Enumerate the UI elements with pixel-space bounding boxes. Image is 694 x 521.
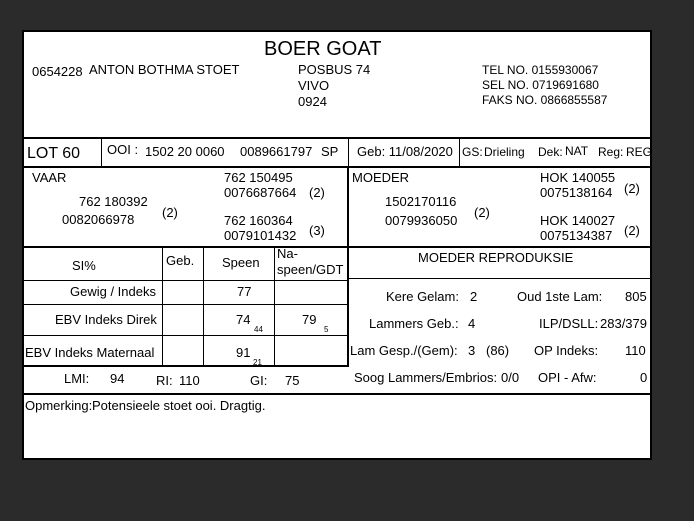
divider — [347, 167, 349, 366]
soog-label: Soog Lammers/Embrios: — [354, 370, 498, 385]
lot-number: LOT 60 — [27, 145, 81, 162]
opi-value: 0 — [640, 370, 648, 385]
moeder-tag: 0079936050 — [385, 213, 458, 228]
divider — [24, 166, 650, 168]
address-line-3: 0924 — [298, 94, 327, 109]
vaar-sire-tag: 0076687664 — [224, 185, 297, 200]
oud-label: Oud 1ste Lam: — [517, 289, 603, 304]
na-speen-header: speen/GDT — [277, 262, 344, 277]
lmi-value: 94 — [110, 371, 125, 386]
lam-label: Lam Gesp./(Gem): — [350, 343, 458, 358]
kere-value: 2 — [470, 289, 478, 304]
divider — [24, 137, 650, 139]
divider — [24, 280, 347, 281]
remark-text: Potensieele stoet ooi. Dragtig. — [92, 398, 266, 413]
vaar-label: VAAR — [32, 170, 67, 185]
birth-date: Geb: 11/08/2020 — [357, 144, 453, 159]
sel-number: SEL NO. 0719691680 — [482, 78, 599, 92]
vaar-dam-id: 762 160364 — [224, 213, 293, 228]
tel-number: TEL NO. 0155930067 — [482, 63, 599, 77]
dek-value: NAT — [565, 144, 589, 158]
moeder-id: 1502170116 — [385, 194, 457, 209]
gi-value: 75 — [285, 373, 300, 388]
moeder-sire-id: HOK 140055 — [540, 170, 616, 185]
divider — [24, 335, 347, 336]
divider — [274, 248, 275, 365]
si-header: SI% — [72, 258, 96, 273]
lam-gem: (86) — [486, 343, 510, 358]
geb-header: Geb. — [166, 253, 195, 268]
ooi-sp: SP — [321, 144, 339, 159]
divider — [24, 304, 347, 305]
op-value: 110 — [625, 343, 646, 358]
kere-label: Kere Gelam: — [386, 289, 459, 304]
vaar-id: 762 180392 — [79, 194, 148, 209]
divider — [203, 248, 204, 365]
ilp-value: 283/379 — [600, 316, 647, 331]
moeder-dam-id: HOK 140027 — [540, 213, 616, 228]
divider — [459, 139, 460, 166]
moeder-sire-tag: 0075138164 — [540, 185, 613, 200]
divider — [349, 278, 650, 279]
speen-header: Speen — [222, 255, 260, 270]
vaar-count: (2) — [162, 205, 178, 220]
divider — [348, 139, 349, 166]
ri-value: 110 — [179, 373, 200, 388]
na-header: Na- — [277, 246, 298, 261]
dek-label: Dek: — [538, 145, 563, 159]
ebv-maternaal-speen-sub: 21 — [253, 358, 262, 367]
vaar-dam-tag: 0079101432 — [224, 228, 297, 243]
gewig-label: Gewig / Indeks — [70, 284, 156, 299]
moeder-label: MOEDER — [352, 170, 410, 185]
vaar-sire-count: (2) — [309, 185, 325, 200]
sale-card — [22, 30, 652, 460]
lmi-label: LMI: — [64, 371, 90, 386]
ebv-direk-speen-sub: 44 — [254, 325, 263, 334]
ooi-label: OOI : — [107, 142, 139, 157]
gs-value: Drieling — [484, 145, 525, 159]
lam-value: 3 — [468, 343, 476, 358]
ri-label: RI: — [156, 373, 173, 388]
opi-label: OPI - Afw: — [538, 370, 597, 385]
vaar-tag: 0082066978 — [62, 212, 135, 227]
op-label: OP Indeks: — [534, 343, 599, 358]
ebv-direk-na: 79 — [302, 312, 317, 327]
divider — [24, 246, 650, 248]
divider — [24, 365, 349, 367]
faks-number: FAKS NO. 0866855587 — [482, 93, 608, 107]
address-line-1: POSBUS 74 — [298, 62, 371, 77]
ebv-direk-speen: 74 — [236, 312, 251, 327]
gi-label: GI: — [250, 373, 268, 388]
moeder-sire-count: (2) — [624, 181, 640, 196]
lammers-label: Lammers Geb.: — [369, 316, 459, 331]
address-line-2: VIVO — [298, 78, 330, 93]
vaar-dam-count: (3) — [309, 223, 325, 238]
reg-value: REG — [626, 145, 653, 159]
vaar-sire-id: 762 150495 — [224, 170, 293, 185]
ebv-maternaal-speen: 91 — [236, 345, 251, 360]
divider — [162, 248, 163, 365]
divider — [24, 393, 650, 395]
reproduction-title: MOEDER REPRODUKSIE — [418, 250, 574, 265]
ilp-label: ILP/DSLL: — [539, 316, 599, 331]
ooi-id: 1502 20 0060 — [145, 144, 225, 159]
oud-value: 805 — [625, 289, 647, 304]
gs-label: GS: — [462, 145, 483, 159]
moeder-count: (2) — [474, 205, 490, 220]
breeder-code: 0654228 — [32, 64, 83, 79]
lammers-value: 4 — [468, 316, 476, 331]
moeder-dam-tag: 0075134387 — [540, 228, 613, 243]
remark-label: Opmerking: — [25, 398, 93, 413]
breeder-name: ANTON BOTHMA STOET — [89, 62, 240, 77]
gewig-speen: 77 — [237, 284, 252, 299]
card-title: BOER GOAT — [264, 38, 382, 60]
moeder-dam-count: (2) — [624, 223, 640, 238]
reg-label: Reg: — [598, 145, 624, 159]
ebv-direk-label: EBV Indeks Direk — [55, 312, 157, 327]
soog-value: 0/0 — [501, 370, 520, 385]
ooi-tag: 0089661797 — [240, 144, 313, 159]
divider — [101, 139, 102, 166]
ebv-maternaal-label: EBV Indeks Maternaal — [25, 345, 155, 360]
ebv-direk-na-sub: 5 — [324, 325, 329, 334]
